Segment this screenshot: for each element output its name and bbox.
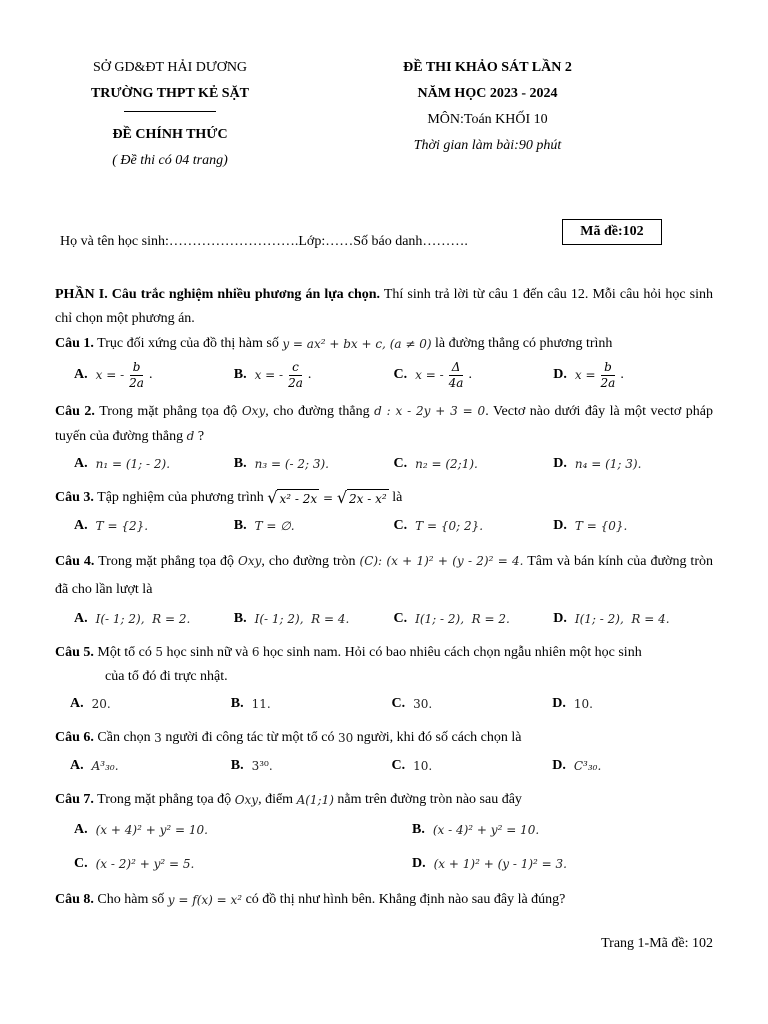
header-divider xyxy=(124,111,216,112)
student-info-line: Họ và tên học sinh:……………………….Lớp:……Số báo danh………. xyxy=(60,234,468,249)
math-expression: d : x - 2y + 3 = 0 xyxy=(374,404,486,418)
math-expression: x = - xyxy=(254,368,284,382)
option-label: D. xyxy=(552,758,566,773)
option-label: B. xyxy=(233,367,247,382)
question-text: là xyxy=(388,490,403,505)
question-text: , cho đường thẳng xyxy=(265,404,375,419)
option-label: C. xyxy=(393,518,408,533)
math-expression: (x - 4)² + y² = 10. xyxy=(432,823,540,837)
option-label: B. xyxy=(233,456,247,471)
school-name: TRƯỜNG THPT KẺ SẶT xyxy=(90,86,250,101)
option-label: D. xyxy=(553,456,567,471)
math-expression: I(- 1; 2), R = 2. xyxy=(95,612,191,626)
fraction-numerator: b xyxy=(601,360,615,376)
question-label: Câu 2. xyxy=(55,404,95,419)
math-expression: x = - xyxy=(415,368,444,382)
answer-options xyxy=(55,357,713,393)
answer-option-b[interactable] xyxy=(234,360,394,391)
answer-options xyxy=(55,604,713,634)
option-label: D. xyxy=(412,856,426,871)
math-expression: T = ∅. xyxy=(254,519,295,533)
question-2 xyxy=(55,399,713,449)
question-line xyxy=(55,640,713,665)
option-label: C. xyxy=(393,367,408,382)
math-expression: x = xyxy=(574,368,596,382)
part1-title: PHẦN I. Câu trắc nghiệm nhiều phương án lựa chọn. xyxy=(55,287,381,302)
option-label: A. xyxy=(74,611,88,626)
math-expression: I(1; - 2), R = 4. xyxy=(574,612,670,626)
question-3 xyxy=(55,485,713,511)
answer-option-c[interactable] xyxy=(394,452,554,476)
math-expression: T = {0; 2}. xyxy=(415,519,484,533)
math-expression: A³₃₀. xyxy=(91,759,119,773)
answer-option-b[interactable] xyxy=(234,514,394,538)
square-root xyxy=(337,489,389,507)
question-1 xyxy=(55,331,713,357)
answer-option-b[interactable] xyxy=(412,818,750,842)
question-text: Cho hàm số xyxy=(93,892,168,907)
answer-options xyxy=(55,751,713,781)
fraction-denominator: 2a xyxy=(288,375,303,390)
question-text: Trong mặt phẳng tọa độ xyxy=(94,404,242,419)
question-label: Câu 3. xyxy=(55,490,94,505)
math-expression: (x - 2)² + y² = 5. xyxy=(95,857,195,871)
question-text: Tập nghiệm của phương trình xyxy=(93,490,268,505)
answer-option-d[interactable] xyxy=(553,360,713,391)
answer-options-row-2 xyxy=(55,847,713,881)
pages-note: ( Đề thi có 04 trang) xyxy=(112,153,228,168)
subject: MÔN:Toán KHỐI 10 xyxy=(427,112,548,127)
answer-option-c[interactable] xyxy=(392,692,553,716)
option-label: B. xyxy=(233,611,247,626)
question-label: Câu 4. xyxy=(55,554,95,569)
answer-option-d[interactable] xyxy=(552,754,713,778)
punctuation: . xyxy=(148,367,153,382)
answer-option-c[interactable] xyxy=(394,360,554,391)
option-label: A. xyxy=(70,758,84,773)
math-expression: (x + 1)² + (y - 1)² = 3. xyxy=(433,857,567,871)
fraction xyxy=(598,360,619,391)
math-expression: (a ≠ 0) xyxy=(389,337,432,351)
option-label: C. xyxy=(393,611,408,626)
answer-option-a[interactable] xyxy=(74,514,234,538)
option-label: B. xyxy=(412,822,425,837)
answer-option-d[interactable] xyxy=(553,607,713,631)
option-label: D. xyxy=(553,367,567,382)
question-text: ? xyxy=(194,429,205,444)
answer-option-b[interactable] xyxy=(234,452,394,476)
punctuation: . xyxy=(307,367,312,382)
math-expression: (x + 4)² + y² = 10. xyxy=(95,823,208,837)
answer-option-c[interactable] xyxy=(394,607,554,631)
answer-option-b[interactable] xyxy=(234,607,394,631)
fraction-denominator: 2a xyxy=(129,375,144,390)
option-label: A. xyxy=(74,367,88,382)
answer-option-b[interactable] xyxy=(231,692,392,716)
department-name: SỞ GD&ĐT HẢI DƯƠNG xyxy=(92,60,248,75)
question-text: Tâm và bán kính của đường tròn đã cho lần lượt là xyxy=(55,554,713,597)
question-text: học sinh nam. Hỏi có bao nhiêu cách chọn ngẫu nhiên một học sinh xyxy=(259,645,642,660)
option-label: A. xyxy=(74,822,88,837)
school-year: NĂM HỌC 2023 - 2024 xyxy=(417,86,558,101)
answer-option-a[interactable] xyxy=(74,360,234,391)
question-text: là đường thẳng có phương trình xyxy=(431,336,613,351)
exam-duration: Thời gian làm bài:90 phút xyxy=(413,138,562,153)
math-expression: n₃ = (- 2; 3). xyxy=(254,457,329,471)
radicand: x² - 2x xyxy=(277,489,319,507)
math-expression: A(1;1) xyxy=(296,793,334,807)
answer-option-a[interactable] xyxy=(74,452,234,476)
fraction-numerator: c xyxy=(289,360,302,376)
question-label: Câu 1. xyxy=(55,336,94,351)
answer-option-a[interactable] xyxy=(70,692,231,716)
answer-options xyxy=(55,511,713,541)
question-label: Câu 8. xyxy=(55,892,94,907)
radical-sign: √ xyxy=(336,488,348,507)
page-footer: Trang 1-Mã đề: 102 xyxy=(601,936,713,951)
math-expression: (C): (x + 1)² + (y - 2)² = 4. xyxy=(359,554,524,568)
answer-option-d[interactable] xyxy=(412,852,750,876)
answer-option-d[interactable] xyxy=(553,452,713,476)
option-label: D. xyxy=(552,696,566,711)
fraction-denominator: 2a xyxy=(600,375,616,390)
option-label: C. xyxy=(393,456,408,471)
option-label: A. xyxy=(74,518,88,533)
math-expression: Oxy xyxy=(237,554,262,568)
answer-option-d[interactable] xyxy=(553,514,713,538)
math-expression: y = ax² + bx + c, xyxy=(282,337,390,351)
option-label: C. xyxy=(74,856,88,871)
math-expression: x = - xyxy=(95,368,125,382)
question-5 xyxy=(55,640,713,689)
answer-option-c[interactable] xyxy=(394,514,554,538)
option-label: C. xyxy=(391,758,406,773)
question-8 xyxy=(55,887,713,913)
exam-content xyxy=(55,283,713,913)
fraction xyxy=(126,360,147,391)
square-root xyxy=(267,489,319,507)
part1-intro xyxy=(55,283,713,331)
math-expression: = xyxy=(319,491,337,505)
official-label: ĐỀ CHÍNH THỨC xyxy=(112,127,228,142)
question-6 xyxy=(55,725,713,751)
option-label: A. xyxy=(74,456,88,471)
math-expression: I(1; - 2), R = 2. xyxy=(415,612,510,626)
math-expression: C³₃₀. xyxy=(573,759,602,773)
exam-title: ĐỀ THI KHẢO SÁT LẦN 2 xyxy=(403,60,572,75)
radical-sign: √ xyxy=(267,488,278,507)
math-expression: 30. xyxy=(413,697,433,711)
math-expression: 20. xyxy=(91,697,111,711)
math-expression: 5 xyxy=(155,645,163,659)
math-expression: T = {2}. xyxy=(95,519,149,533)
answer-options xyxy=(55,449,713,479)
answer-options-row-1 xyxy=(55,813,713,847)
math-expression: d xyxy=(186,429,195,443)
punctuation: . xyxy=(620,367,624,382)
answer-options xyxy=(55,689,713,719)
option-label: D. xyxy=(553,518,567,533)
question-text: nằm trên đường tròn nào sau đây xyxy=(333,792,522,807)
question-label: Câu 7. xyxy=(55,792,94,807)
math-expression: I(- 1; 2), R = 4. xyxy=(254,612,350,626)
option-label: A. xyxy=(70,696,84,711)
math-expression: 6 xyxy=(251,645,260,659)
fraction-denominator: 4a xyxy=(448,375,464,390)
question-text: . Vectơ nào dưới đây là một vectơ pháp tuyến của đường thẳng xyxy=(55,404,714,444)
question-label: Câu 5. xyxy=(55,645,94,660)
question-label: Câu 6. xyxy=(55,730,94,745)
answer-option-c[interactable] xyxy=(74,852,412,876)
answer-option-a[interactable] xyxy=(74,607,234,631)
math-expression: 3³⁰. xyxy=(251,759,273,773)
question-text: Trong mặt phẳng tọa độ xyxy=(94,554,238,569)
punctuation: . xyxy=(468,367,472,382)
question-text: Cần chọn xyxy=(93,730,155,745)
math-expression: 3 xyxy=(154,731,162,745)
radicand: 2x - x² xyxy=(347,489,389,507)
fraction-numerator: Δ xyxy=(449,360,464,376)
exam-code-box: Mã đề:102 xyxy=(562,219,662,245)
answer-option-a[interactable] xyxy=(70,754,231,778)
math-expression: n₂ = (2;1). xyxy=(415,457,478,471)
question-text: học sinh nữ và xyxy=(163,645,252,660)
math-expression: 10. xyxy=(573,697,593,711)
option-label: C. xyxy=(391,696,406,711)
fraction xyxy=(285,360,306,391)
header-right xyxy=(360,55,615,159)
fraction xyxy=(446,360,467,391)
answer-option-b[interactable] xyxy=(231,754,392,778)
part1-instruction: Thí sinh trả lời từ câu 1 đến câu 12. Mỗi câu hỏi học sinh chỉ chọn một phương án. xyxy=(55,287,713,326)
math-expression: n₁ = (1; - 2). xyxy=(95,457,171,471)
option-label: D. xyxy=(553,611,567,626)
question-4 xyxy=(55,547,713,604)
question-7 xyxy=(55,787,713,813)
option-label: B. xyxy=(233,518,247,533)
fraction-numerator: b xyxy=(130,360,144,376)
math-expression: T = {0}. xyxy=(574,519,628,533)
answer-option-d[interactable] xyxy=(552,692,713,716)
header-left xyxy=(40,55,300,174)
answer-option-a[interactable] xyxy=(74,818,412,842)
math-expression: 30 xyxy=(337,731,354,745)
question-text: Trong mặt phẳng tọa độ xyxy=(93,792,235,807)
question-text: , điểm xyxy=(258,792,297,807)
math-expression: Oxy xyxy=(234,793,259,807)
question-text: , cho đường tròn xyxy=(261,554,360,569)
question-text: người đi công tác từ một tổ có xyxy=(161,730,338,745)
math-expression: 11. xyxy=(251,697,271,711)
math-expression: Oxy xyxy=(241,404,266,418)
question-text: người, khi đó số cách chọn là xyxy=(353,730,522,745)
option-label: B. xyxy=(230,758,244,773)
option-label: B. xyxy=(230,696,244,711)
question-text: Trục đối xứng của đồ thị hàm số xyxy=(93,336,283,351)
question-text: có đồ thị như hình bên. Khẳng định nào sau đây là đúng? xyxy=(242,892,566,907)
question-text: của tổ đó đi trực nhật. xyxy=(105,669,228,684)
math-expression: y = f(x) = x² xyxy=(167,893,243,907)
answer-option-c[interactable] xyxy=(392,754,553,778)
math-expression: n₄ = (1; 3). xyxy=(574,457,642,471)
math-expression: 10. xyxy=(413,759,433,773)
question-text: Một tổ có xyxy=(93,645,156,660)
